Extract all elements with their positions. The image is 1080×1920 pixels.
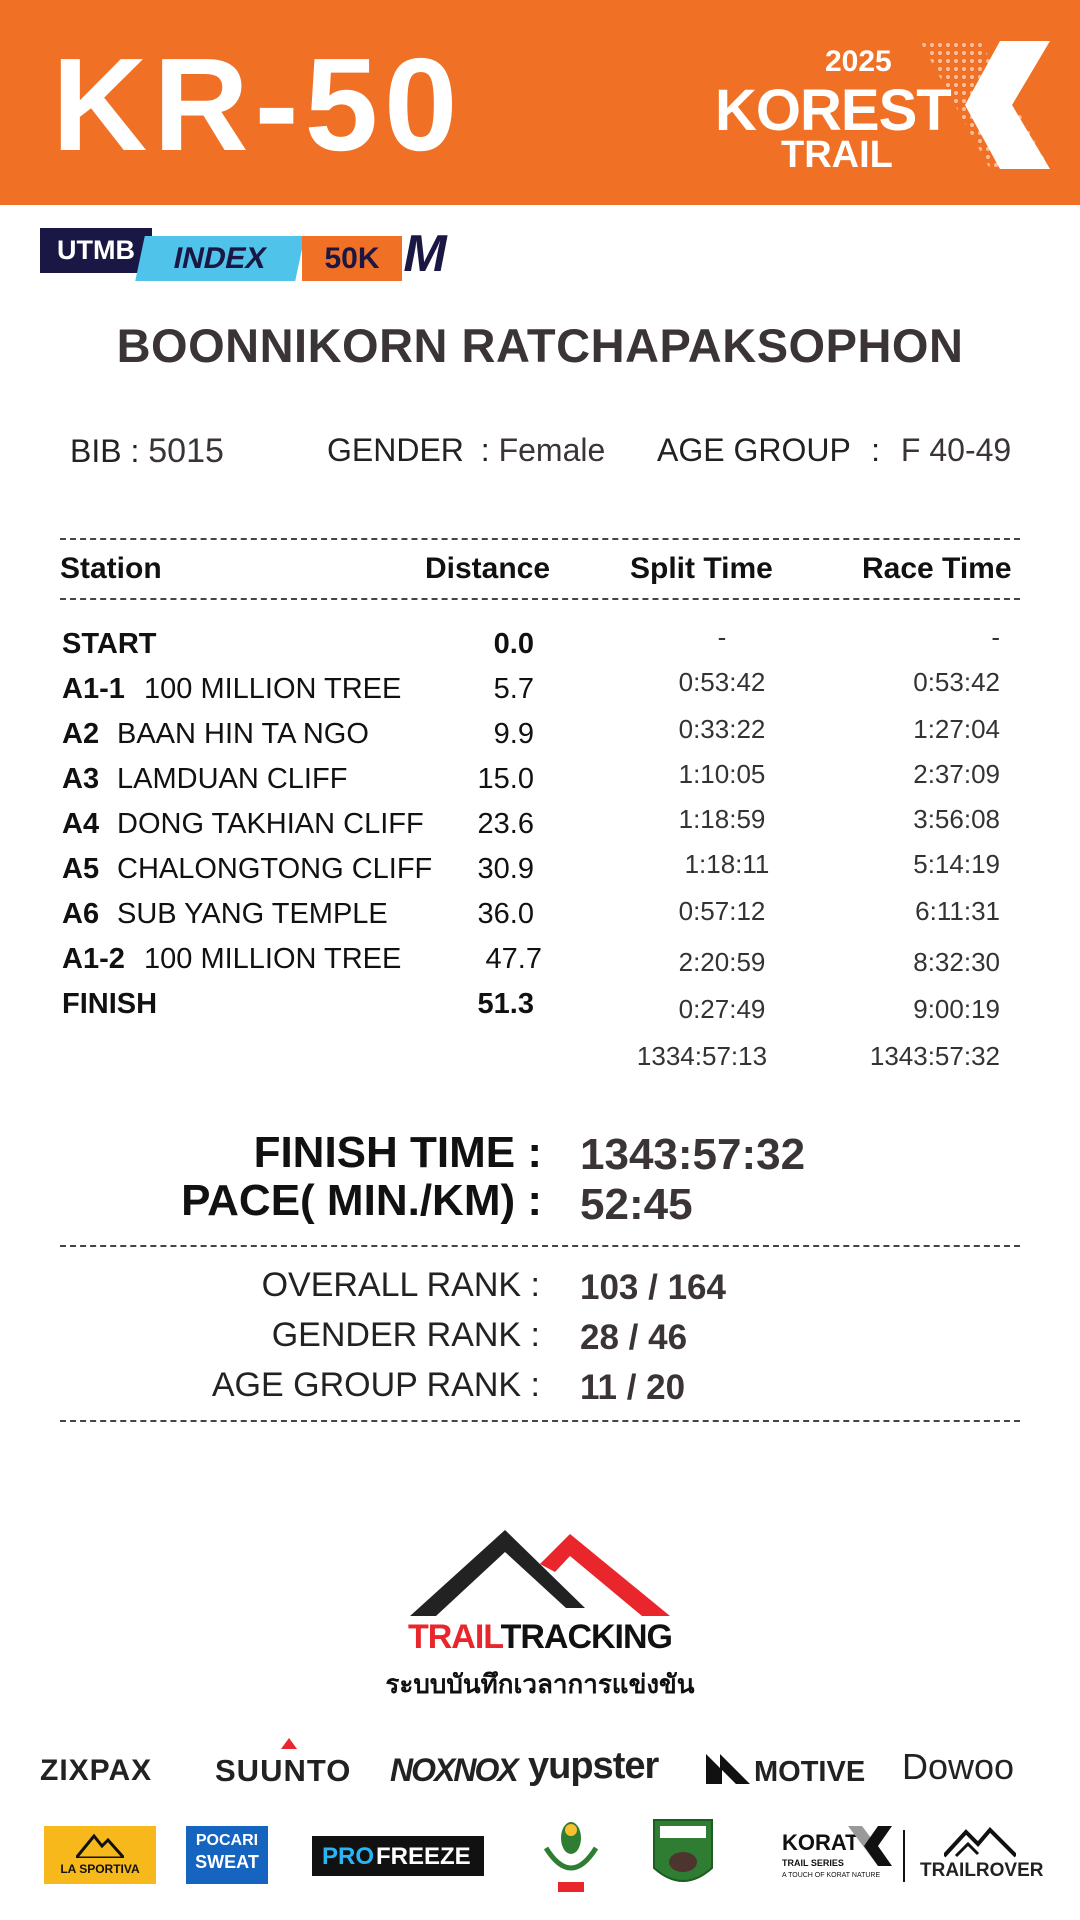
trailtracking-logo — [380, 1518, 700, 1698]
age-group-info — [657, 432, 1011, 469]
race-time: 9:00:19 — [913, 994, 1000, 1024]
wordmark-tracking: TRACKING — [500, 1618, 672, 1656]
station-name: DONG TAKHIAN CLIFF — [117, 808, 424, 840]
table-row — [62, 898, 1022, 942]
utmb-index-badge — [40, 225, 447, 283]
pace-label: PACE( MIN./KM) : — [181, 1176, 542, 1225]
split-time: 0:27:49 — [678, 994, 766, 1024]
utmb-label: UTMB — [40, 228, 152, 273]
station-distance: 9.9 — [493, 718, 534, 750]
mountain-peak-icon — [76, 1832, 124, 1858]
split-time: 0:33:22 — [678, 714, 766, 744]
pro-freeze-logo — [312, 1836, 484, 1876]
gender-colon: : — [480, 432, 490, 468]
freeze-text: FREEZE — [376, 1843, 471, 1870]
sweat-text: SWEAT — [195, 1852, 259, 1872]
station-name: CHALONGTONG CLIFF — [117, 853, 433, 885]
total-race-time: 1343:57:32 — [869, 1041, 1000, 1071]
sponsor-dowoo: Dowoo — [902, 1746, 1015, 1787]
split-time: 0:57:12 — [678, 896, 766, 926]
motive-icon — [706, 1754, 750, 1784]
mountain-icon — [410, 1524, 670, 1616]
finish-time-label: FINISH TIME : — [253, 1128, 542, 1177]
korest-trail-logo — [715, 45, 1045, 175]
runner-name: BOONNIKORN RATCHAPAKSOPHON — [116, 319, 964, 372]
header-split: Split Time — [630, 552, 773, 585]
tat-emblem-icon — [538, 1818, 604, 1896]
korat-text: KORAT — [782, 1830, 859, 1855]
header-station: Station — [60, 552, 162, 585]
split-time: - — [717, 622, 727, 652]
age-group-value: F 40-49 — [900, 432, 1012, 468]
sponsor-trailrover: TRAILROVER — [920, 1860, 1044, 1881]
station-code: A1-1 — [62, 673, 125, 705]
index-label: INDEX — [135, 236, 305, 281]
brand-year: 2025 — [825, 45, 892, 78]
park-emblem-icon — [652, 1818, 714, 1894]
korat-x-icon — [848, 1826, 892, 1866]
race-time: 8:32:30 — [913, 947, 1000, 977]
split-time: 1:18:11 — [684, 849, 770, 879]
station-distance: 15.0 — [477, 763, 534, 795]
brand-trail: TRAIL — [781, 134, 893, 176]
station-distance: 30.9 — [477, 853, 534, 885]
gender-info — [327, 432, 605, 469]
pocari-text: POCARI — [195, 1832, 259, 1849]
race-time: - — [991, 622, 1000, 652]
gender-label: GENDER — [327, 432, 464, 468]
sponsor-motive: MOTIVE — [754, 1756, 866, 1788]
race-time: 1:27:04 — [913, 714, 1000, 744]
korat-tagline: A TOUCH OF KORAT NATURE — [782, 1872, 881, 1879]
total-split-time: 1334:57:13 — [636, 1041, 768, 1071]
sponsor-noxnox: NOXNOX — [390, 1752, 517, 1788]
table-row — [62, 804, 1022, 852]
station-name: 100 MILLION TREE — [144, 673, 402, 705]
split-time: 1:10:05 — [678, 759, 766, 789]
finish-time-value: 1343:57:32 — [580, 1130, 806, 1179]
race-time: 2:37:09 — [913, 759, 1000, 789]
gender-rank-label: GENDER RANK : — [271, 1316, 540, 1354]
station-distance: 36.0 — [477, 898, 534, 930]
korat-trail-series-logo — [778, 1826, 898, 1886]
table-row — [62, 622, 1022, 672]
table-row — [62, 943, 1022, 987]
station-distance: 51.3 — [477, 988, 534, 1020]
station-code: A3 — [62, 763, 100, 795]
station-distance: 5.7 — [493, 673, 534, 705]
station-code: A6 — [62, 898, 100, 930]
header-distance: Distance — [425, 552, 551, 585]
divider-top — [60, 538, 1020, 540]
table-row — [62, 759, 1022, 807]
age-group-colon: : — [871, 432, 881, 468]
station-name: BAAN HIN TA NGO — [117, 718, 369, 750]
station-code: A1-2 — [62, 943, 125, 975]
la-sportiva-logo — [44, 1826, 156, 1884]
suunto-triangle-icon — [281, 1738, 297, 1749]
table-row — [62, 849, 1022, 897]
pro-text: PRO — [322, 1843, 375, 1870]
pocari-sweat-logo — [186, 1826, 268, 1884]
divider-summary — [60, 1245, 1020, 1247]
brand-name: KOREST — [715, 78, 951, 143]
gender-rank-value: 28 / 46 — [580, 1318, 688, 1357]
sponsor-yupster: yupster — [528, 1745, 659, 1787]
sponsor-zixpax: ZIXPAX — [40, 1754, 153, 1787]
age-group-rank-label: AGE GROUP RANK : — [211, 1366, 540, 1404]
pace-value: 52:45 — [580, 1180, 693, 1229]
overall-rank-value: 103 / 164 — [580, 1268, 726, 1307]
station-code: A4 — [62, 808, 100, 840]
table-row — [62, 667, 1022, 717]
trailtracking-tagline: ระบบบันทึกเวลาการแข่งขัน — [385, 1669, 695, 1699]
sponsor-divider — [903, 1830, 905, 1882]
divider-header — [60, 598, 1020, 600]
la-sportiva-text: LA SPORTIVA — [60, 1862, 140, 1876]
trailtracking-wordmark — [380, 1618, 700, 1657]
trailrover-mountain-icon — [944, 1826, 1016, 1858]
header-race: Race Time — [862, 552, 1012, 585]
bib-label: BIB : — [70, 433, 140, 469]
station-name: LAMDUAN CLIFF — [117, 763, 348, 795]
totals-row — [62, 1033, 1022, 1077]
sponsor-suunto: SUUNTO — [215, 1753, 352, 1788]
station-code: A5 — [62, 853, 100, 885]
korat-series-text: TRAIL SERIES — [782, 1858, 844, 1868]
age-group-label: AGE GROUP — [657, 432, 851, 468]
station-distance: 0.0 — [493, 628, 534, 660]
race-time: 6:11:31 — [915, 896, 1000, 926]
table-row — [62, 714, 1022, 762]
station-distance: 23.6 — [477, 808, 534, 840]
category-label: M — [403, 225, 447, 283]
race-time: 5:14:19 — [913, 849, 1000, 879]
station-code: A2 — [62, 718, 100, 750]
distance-label: 50K — [302, 236, 402, 281]
race-time: 0:53:42 — [913, 667, 1000, 697]
split-time: 1:18:59 — [678, 804, 766, 834]
race-time: 3:56:08 — [913, 804, 1000, 834]
station-code: FINISH — [62, 988, 158, 1020]
station-name: SUB YANG TEMPLE — [117, 898, 388, 930]
station-name: 100 MILLION TREE — [144, 943, 402, 975]
station-distance: 47.7 — [485, 943, 542, 975]
station-code: START — [62, 628, 157, 660]
gender-value: Female — [498, 432, 606, 468]
age-group-rank-value: 11 / 20 — [580, 1368, 686, 1407]
divider-bottom — [60, 1420, 1020, 1422]
bib-value: 5015 — [148, 432, 224, 470]
split-time: 0:53:42 — [678, 667, 766, 697]
table-row — [62, 988, 1022, 1032]
race-code: KR-50 — [52, 31, 464, 178]
bib-info — [70, 432, 224, 471]
split-time: 2:20:59 — [678, 947, 766, 977]
wordmark-trail: TRAIL — [407, 1618, 501, 1656]
overall-rank-label: OVERALL RANK : — [261, 1266, 540, 1304]
